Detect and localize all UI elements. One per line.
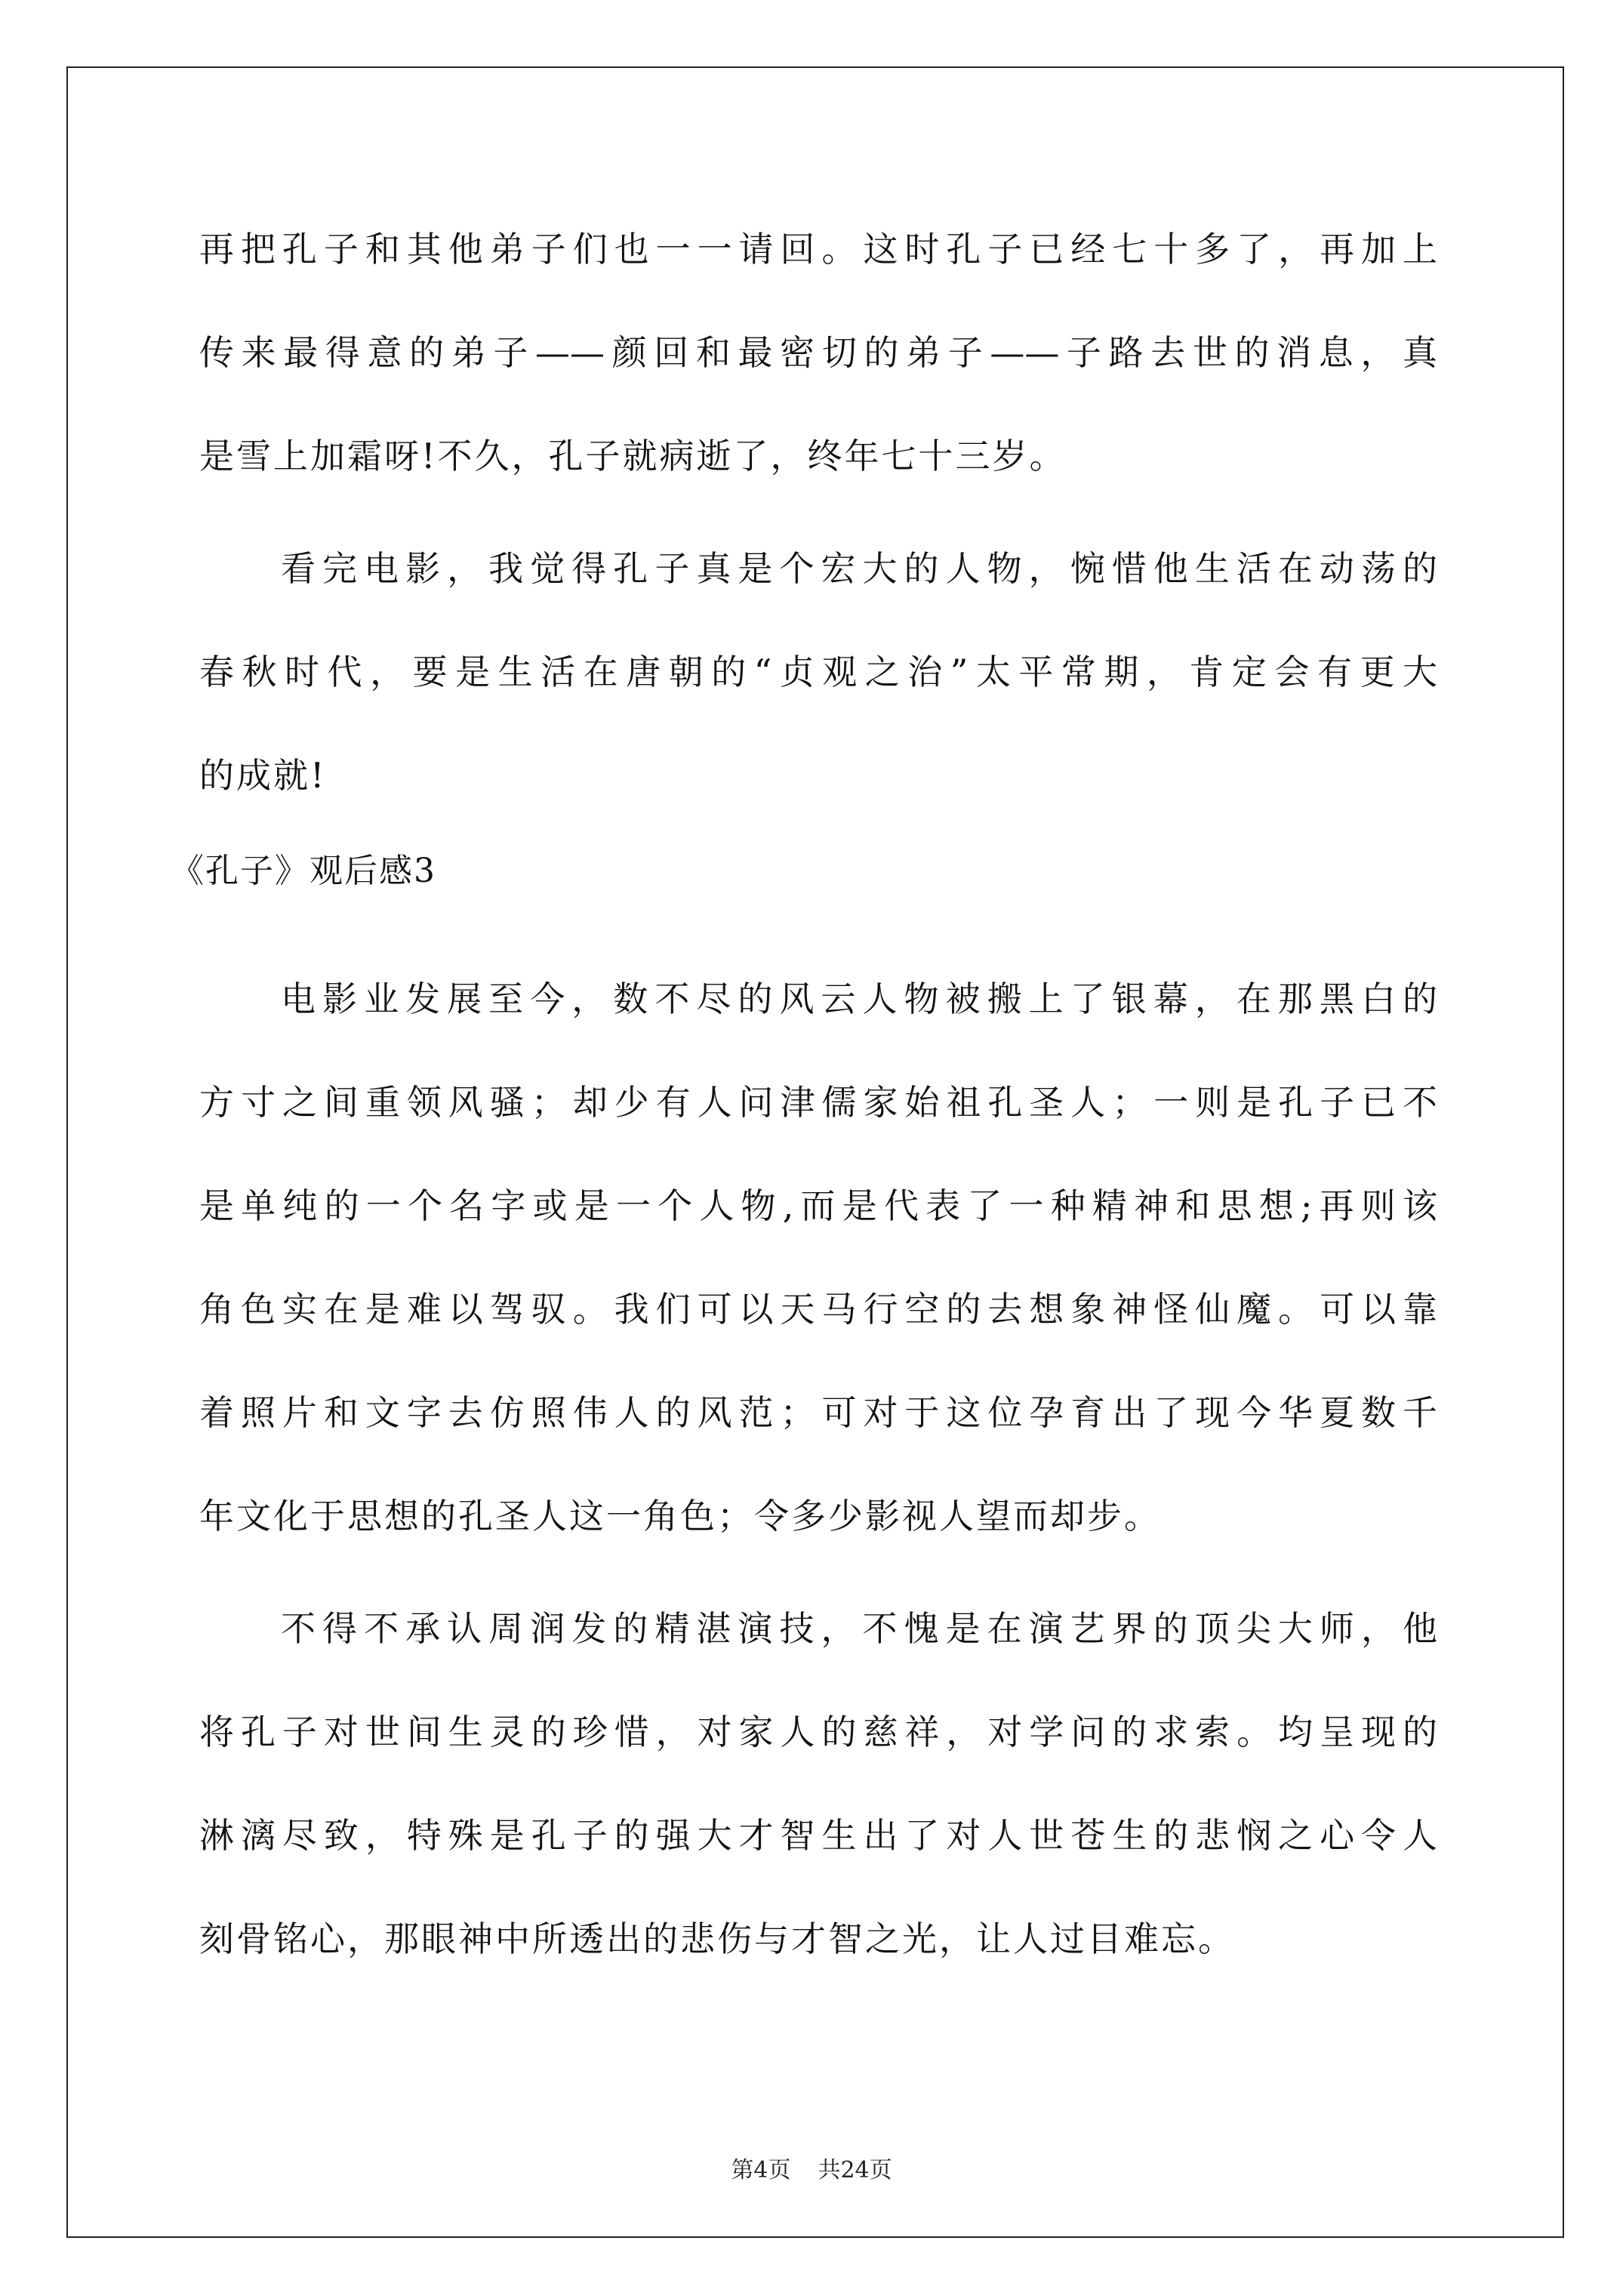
paragraph-line: 是单纯的一个名字或是一个人物,而是代表了一种精神和思想;再则该 bbox=[199, 1185, 1437, 1226]
paragraph-line: 角色实在是难以驾驭。我们可以天马行空的去想象神怪仙魔。可以靠 bbox=[199, 1289, 1437, 1330]
paragraph-line: 看完电影，我觉得孔子真是个宏大的人物，惋惜他生活在动荡的 bbox=[281, 548, 1437, 589]
paragraph-line: 传来最得意的弟子——颜回和最密切的弟子——子路去世的消息，真 bbox=[199, 332, 1437, 373]
section-heading: 《孔子》观后感3 bbox=[171, 852, 436, 890]
paragraph-line: 电影业发展至今，数不尽的风云人物被搬上了银幕，在那黑白的 bbox=[281, 978, 1437, 1019]
paragraph-line: 是雪上加霜呀!不久，孔子就病逝了，终年七十三岁。 bbox=[199, 436, 1067, 476]
paragraph-line: 不得不承认周润发的精湛演技，不愧是在演艺界的顶尖大师，他 bbox=[281, 1608, 1437, 1649]
page-footer bbox=[0, 2156, 1623, 2186]
paragraph-line: 春秋时代，要是生活在唐朝的“贞观之治”太平常期，肯定会有更大 bbox=[199, 652, 1437, 692]
paragraph-line: 着照片和文字去仿照伟人的风范；可对于这位孕育出了现今华夏数千 bbox=[199, 1392, 1437, 1433]
paragraph-line: 再把孔子和其他弟子们也一一请回。这时孔子已经七十多了，再加上 bbox=[199, 229, 1437, 270]
paragraph-line: 刻骨铭心，那眼神中所透出的悲伤与才智之光，让人过目难忘。 bbox=[199, 1918, 1235, 1959]
paragraph-line: 将孔子对世间生灵的珍惜，对家人的慈祥，对学问的求索。均呈现的 bbox=[199, 1712, 1437, 1752]
paragraph-line: 淋漓尽致，特殊是孔子的强大才智生出了对人世苍生的悲悯之心令人 bbox=[199, 1815, 1437, 1856]
page-number: 第4页 bbox=[731, 2157, 791, 2184]
paragraph-line: 的成就! bbox=[199, 755, 327, 796]
page-total: 共24页 bbox=[818, 2157, 892, 2184]
paragraph-line: 方寸之间重领风骚；却少有人问津儒家始祖孔圣人；一则是孔子已不 bbox=[199, 1082, 1437, 1123]
page-border bbox=[66, 66, 1564, 2238]
paragraph-line: 年文化于思想的孔圣人这一角色；令多少影视人望而却步。 bbox=[199, 1496, 1161, 1536]
